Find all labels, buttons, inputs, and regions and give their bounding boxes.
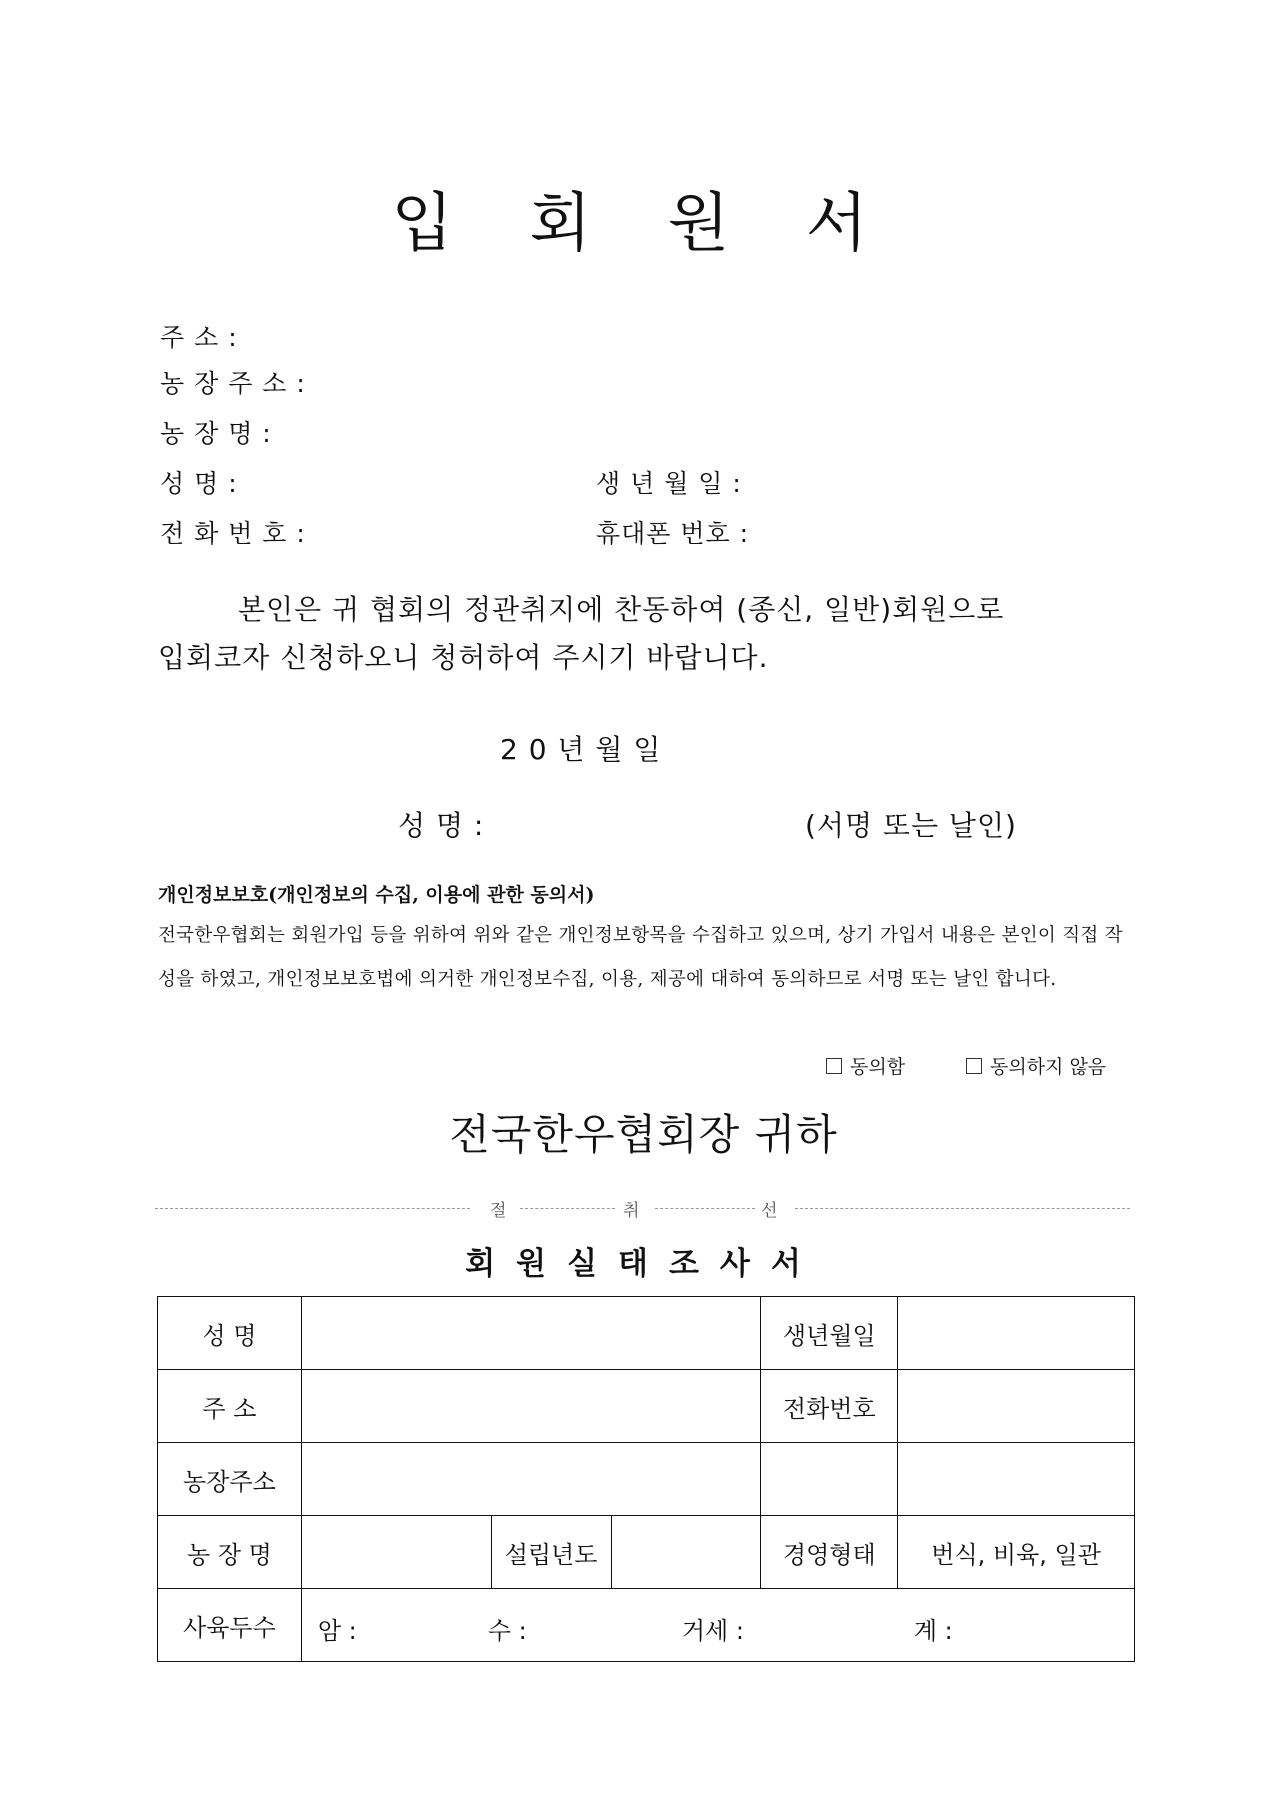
name-label: 성 명 :: [160, 469, 238, 498]
survey-farm-address-label: 농장주소: [158, 1443, 302, 1516]
survey-mgmt-type-options[interactable]: 번식, 비육, 일관: [898, 1516, 1135, 1589]
statement-line-1: 본인은 귀 협회의 정관취지에 찬동하여 (종신, 일반)회원으로: [238, 593, 1005, 626]
survey-founded-label: 설립년도: [491, 1516, 611, 1589]
agree-checkbox[interactable]: [826, 1058, 842, 1074]
table-row: [158, 1589, 1135, 1662]
statement-line-2: 입회코자 신청하오니 청허하여 주시기 바랍니다.: [158, 641, 769, 674]
table-row: [158, 1370, 1135, 1443]
cut-dash-segment: [520, 1208, 615, 1209]
agree-option[interactable]: [826, 1052, 905, 1079]
castrated-count-label: 거세 :: [681, 1617, 744, 1645]
survey-blank-cell: [898, 1443, 1135, 1516]
cut-char-3: 선: [761, 1201, 778, 1221]
farm-address-label: 농 장 주 소 :: [160, 369, 306, 398]
farm-name-label: 농 장 명 :: [160, 419, 272, 448]
survey-blank-cell: [761, 1443, 898, 1516]
survey-table: [157, 1296, 1135, 1662]
survey-name-field[interactable]: [301, 1297, 760, 1370]
form-title: 입 회 원 서: [391, 187, 896, 261]
mobile-label: 휴대폰 번호 :: [596, 519, 750, 548]
male-count-label: 수 :: [487, 1617, 527, 1645]
cut-dash-segment: [795, 1208, 1130, 1209]
privacy-body: 전국한우협회는 회원가입 등을 위하여 위와 같은 개인정보항목을 수집하고 있으며, 상기 가입서 내용은 본인이 직접 작성을 하였고, 개인정보보호법에 의거한 개인정보수집, 이용, 제공에 대하여 동의하므로 서명 또는 날인 합니다.: [158, 925, 1123, 990]
cut-dash-segment: [655, 1208, 755, 1209]
table-row: [158, 1297, 1135, 1370]
survey-livestock-label: 사육두수: [158, 1589, 302, 1662]
table-row: [158, 1516, 1135, 1589]
female-count-label: 암 :: [317, 1617, 357, 1645]
agree-label: 동의함: [850, 1056, 906, 1078]
addressee: 전국한우협회장 귀하: [449, 1110, 838, 1159]
phone-label: 전 화 번 호 :: [160, 519, 306, 548]
cut-dash-segment: [155, 1208, 470, 1209]
survey-mgmt-type-label: 경영형태: [761, 1516, 898, 1589]
date-line: 2 0 년 월 일: [500, 733, 662, 766]
survey-livestock-field[interactable]: [301, 1589, 1134, 1662]
survey-name-label: 성 명: [158, 1297, 302, 1370]
survey-farm-name-field[interactable]: [301, 1516, 491, 1589]
cut-line: [155, 1196, 1130, 1220]
survey-farm-address-field[interactable]: [301, 1443, 760, 1516]
signature-note: (서명 또는 날인): [805, 809, 1017, 842]
survey-founded-field[interactable]: [611, 1516, 761, 1589]
survey-phone-field[interactable]: [898, 1370, 1135, 1443]
address-label: 주 소 :: [160, 323, 238, 352]
cut-char-2: 취: [623, 1201, 640, 1221]
survey-phone-label: 전화번호: [761, 1370, 898, 1443]
survey-address-field[interactable]: [301, 1370, 760, 1443]
total-count-label: 계 :: [913, 1617, 953, 1645]
table-row: [158, 1443, 1135, 1516]
birthdate-label: 생 년 월 일 :: [596, 469, 742, 498]
survey-title: 회원실태조사서: [465, 1246, 822, 1282]
privacy-heading: 개인정보보호(개인정보의 수집, 이용에 관한 동의서): [158, 884, 595, 906]
cut-char-1: 절: [490, 1201, 507, 1221]
survey-birth-field[interactable]: [898, 1297, 1135, 1370]
survey-address-label: 주 소: [158, 1370, 302, 1443]
signature-label: 성 명 :: [398, 809, 485, 842]
disagree-checkbox[interactable]: [966, 1058, 982, 1074]
survey-birth-label: 생년월일: [761, 1297, 898, 1370]
disagree-label: 동의하지 않음: [990, 1056, 1107, 1078]
survey-farm-name-label: 농 장 명: [158, 1516, 302, 1589]
disagree-option[interactable]: [966, 1052, 1106, 1079]
